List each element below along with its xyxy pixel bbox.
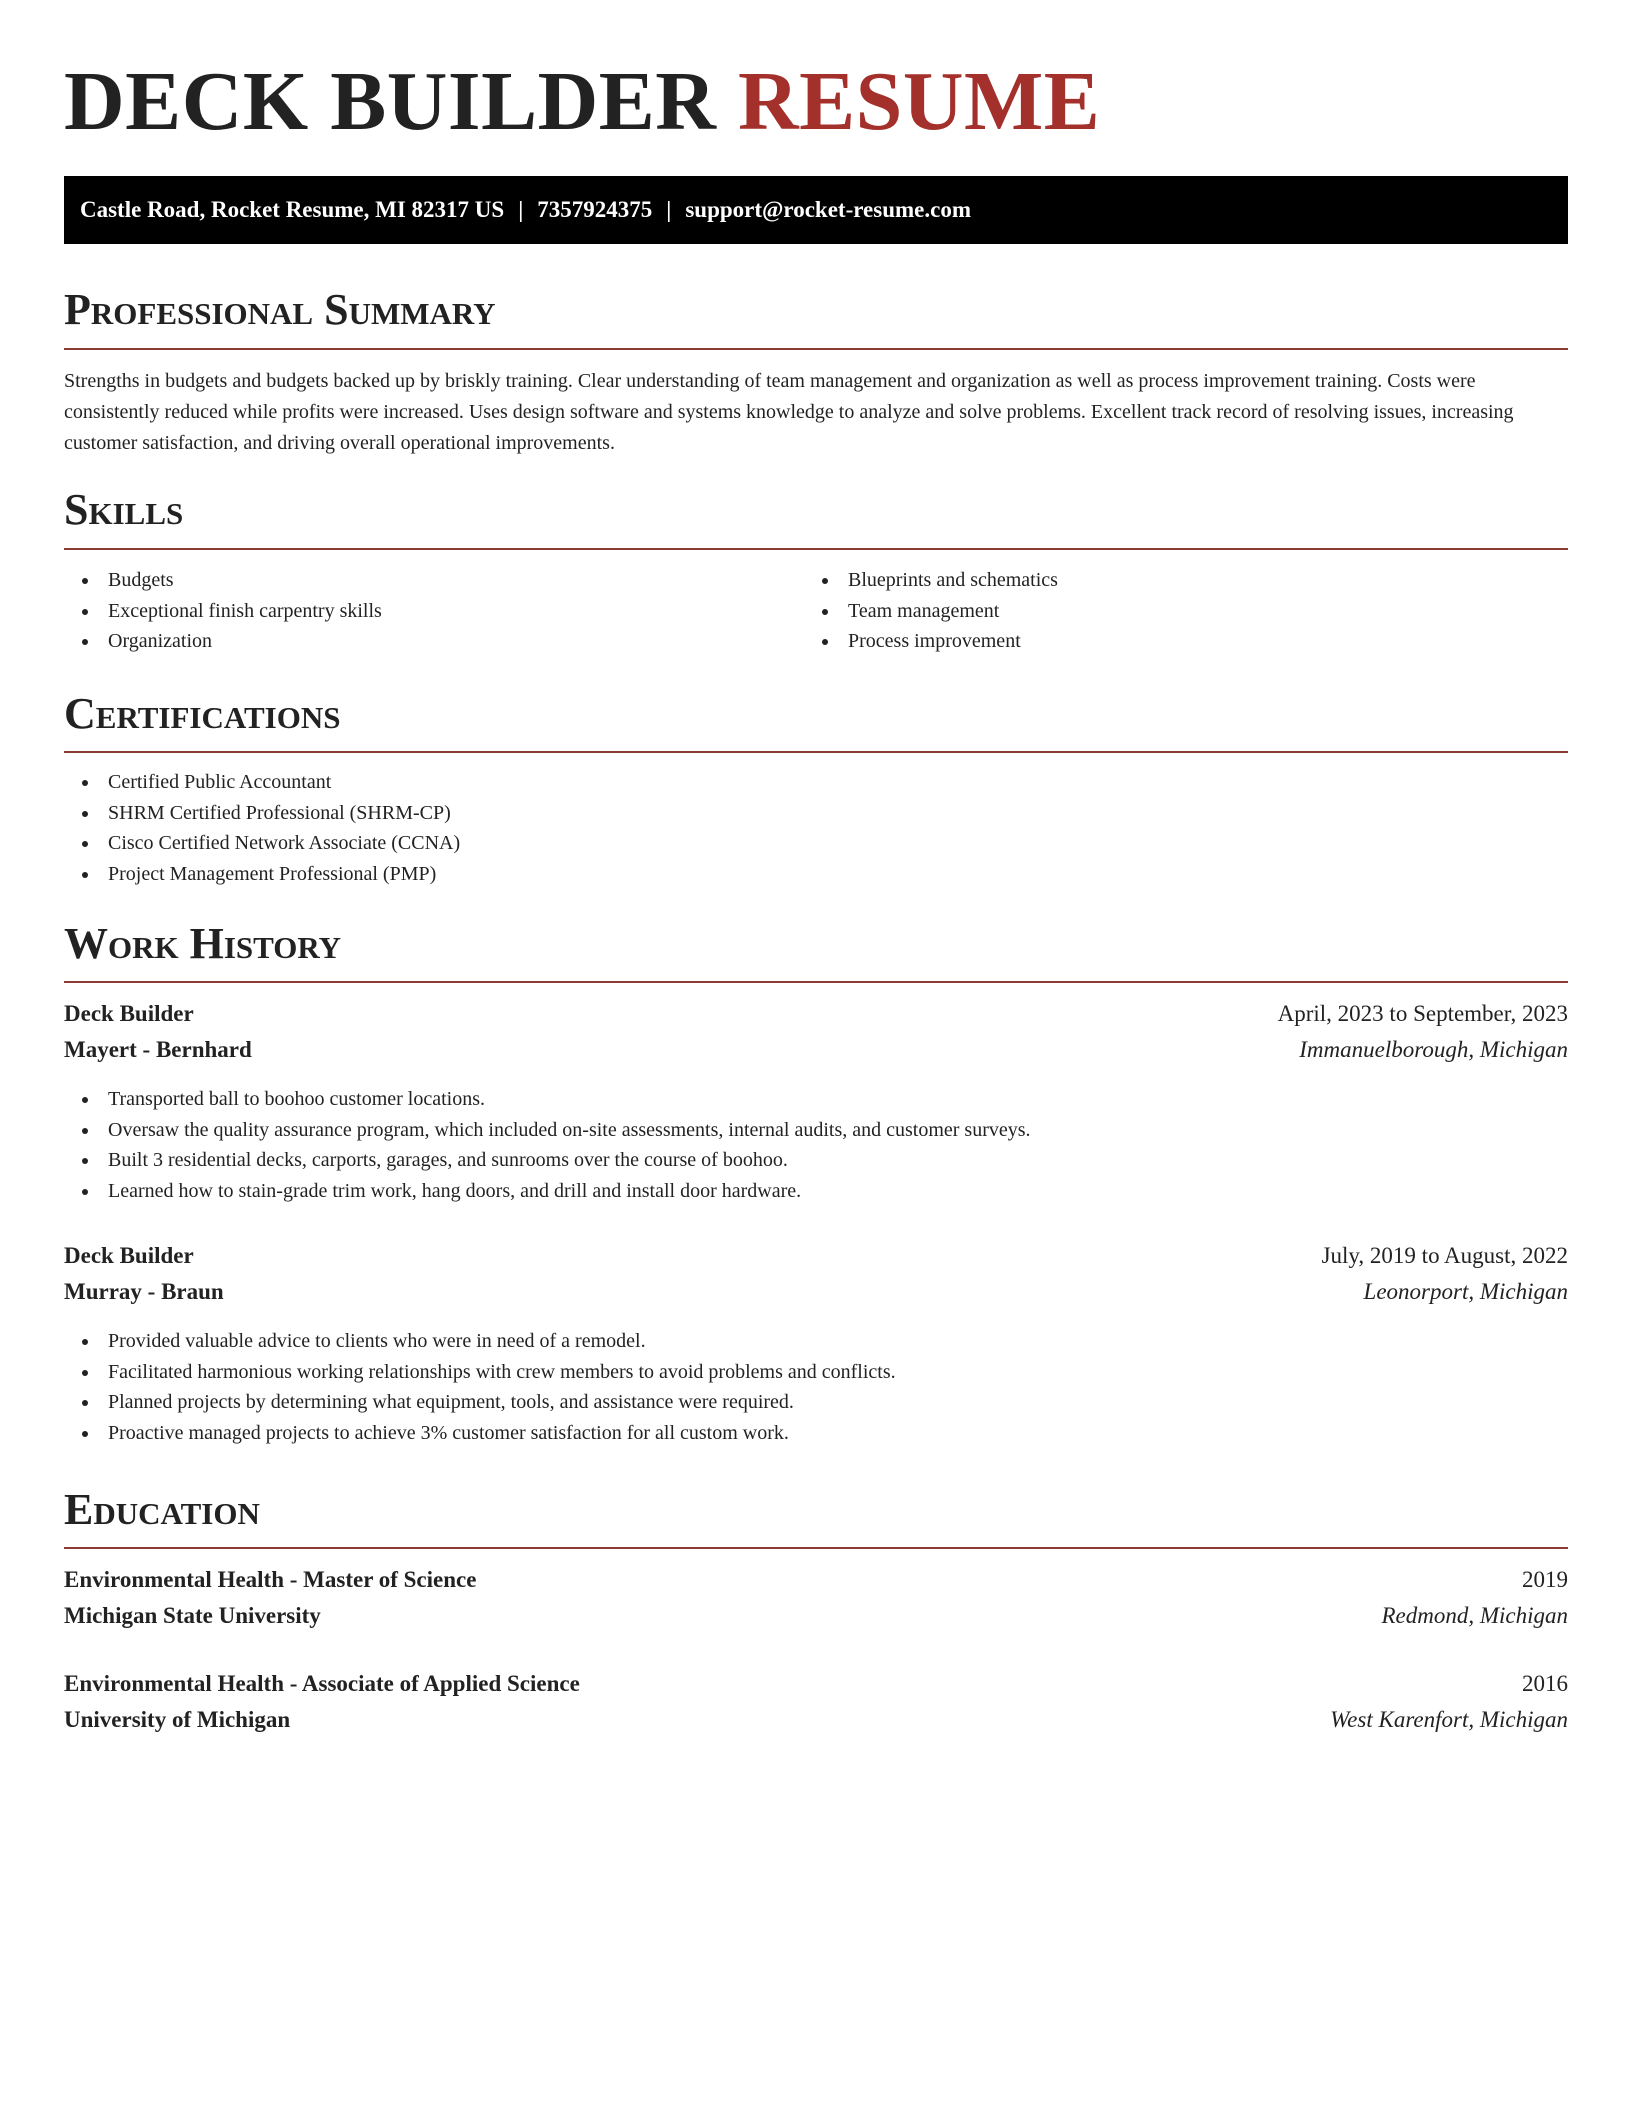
skills-list-left [64,565,794,657]
skill-item: Blueprints and schematics [804,565,1564,596]
education-year: 2016 [1522,1671,1568,1696]
certification-item: Certified Public Accountant [64,767,1564,798]
skill-item: Organization [64,626,794,657]
education-degree: Environmental Health - Master of Science [64,1567,477,1592]
contact-phone: 7357924375 [537,197,653,222]
section-divider [64,548,1568,550]
job-header-row [64,1238,1568,1274]
job-company-row [64,1274,1568,1310]
education-degree-row [64,1666,1568,1702]
education-degree: Environmental Health - Associate of Applied Science [64,1671,580,1696]
education-location: West Karenfort, Michigan [1330,1707,1568,1732]
section-heading-summary: Professional Summary [64,285,496,334]
job-bullet: Planned projects by determining what equipment, tools, and assistance were required. [64,1387,1564,1418]
certifications-list [64,767,1564,889]
job-location: Immanuelborough, Michigan [1299,1037,1568,1062]
job-company: Murray - Braun [64,1279,224,1304]
job-title: Deck Builder [64,1001,194,1026]
education-school-row [64,1702,1568,1738]
section-divider [64,1547,1568,1549]
resume-title [64,52,1100,152]
job-company: Mayert - Bernhard [64,1037,252,1062]
job-header-row [64,996,1568,1032]
education-location: Redmond, Michigan [1381,1603,1568,1628]
contact-address: Castle Road, Rocket Resume, MI 82317 US [80,197,505,222]
section-heading-education: Education [64,1485,260,1534]
job-dates: April, 2023 to September, 2023 [1277,1001,1568,1026]
education-year: 2019 [1522,1567,1568,1592]
skill-item: Exceptional finish carpentry skills [64,596,794,627]
job-bullet: Built 3 residential decks, carports, garages, and sunrooms over the course of boohoo. [64,1145,1564,1176]
job-location: Leonorport, Michigan [1363,1279,1568,1304]
job-bullets [64,1326,1564,1448]
job-bullet: Oversaw the quality assurance program, which included on-site assessments, internal audits, and customer surveys. [64,1115,1564,1146]
section-divider [64,981,1568,983]
job-bullets [64,1084,1564,1206]
title-resume-word: RESUME [737,55,1101,148]
certification-item: Project Management Professional (PMP) [64,859,1564,890]
contact-email: support@rocket-resume.com [685,197,971,222]
certification-item: SHRM Certified Professional (SHRM-CP) [64,798,1564,829]
job-bullet: Transported ball to boohoo customer locations. [64,1084,1564,1115]
contact-bar [64,176,1568,244]
job-title: Deck Builder [64,1243,194,1268]
contact-separator: | [666,197,672,222]
job-dates: July, 2019 to August, 2022 [1321,1243,1568,1268]
education-school: Michigan State University [64,1603,321,1628]
section-heading-certifications: Certifications [64,689,341,738]
education-school: University of Michigan [64,1707,291,1732]
skill-item: Team management [804,596,1564,627]
job-bullet: Provided valuable advice to clients who were in need of a remodel. [64,1326,1564,1357]
section-heading-skills: Skills [64,485,184,534]
certification-item: Cisco Certified Network Associate (CCNA) [64,828,1564,859]
education-degree-row [64,1562,1568,1598]
job-bullet: Facilitated harmonious working relationships with crew members to avoid problems and conflicts. [64,1357,1564,1388]
title-role: DECK BUILDER [64,55,717,148]
job-bullet: Learned how to stain-grade trim work, hang doors, and drill and install door hardware. [64,1176,1564,1207]
skills-list-right [804,565,1564,657]
education-school-row [64,1598,1568,1634]
section-divider [64,751,1568,753]
skill-item: Process improvement [804,626,1564,657]
job-bullet: Proactive managed projects to achieve 3% customer satisfaction for all custom work. [64,1418,1564,1449]
contact-separator: | [518,197,524,222]
summary-text: Strengths in budgets and budgets backed up by briskly training. Clear understanding of team management and organization as well as process improvement training. Costs were consistently reduced while profits were increased. Uses design software and systems knowledge to analyze and solve problems. Excellent track record of resolving issues, increasing customer satisfaction, and driving overall operational improvements. [64,370,1514,454]
job-company-row [64,1032,1568,1068]
section-divider [64,348,1568,350]
section-heading-work-history: Work History [64,919,342,968]
skill-item: Budgets [64,565,794,596]
